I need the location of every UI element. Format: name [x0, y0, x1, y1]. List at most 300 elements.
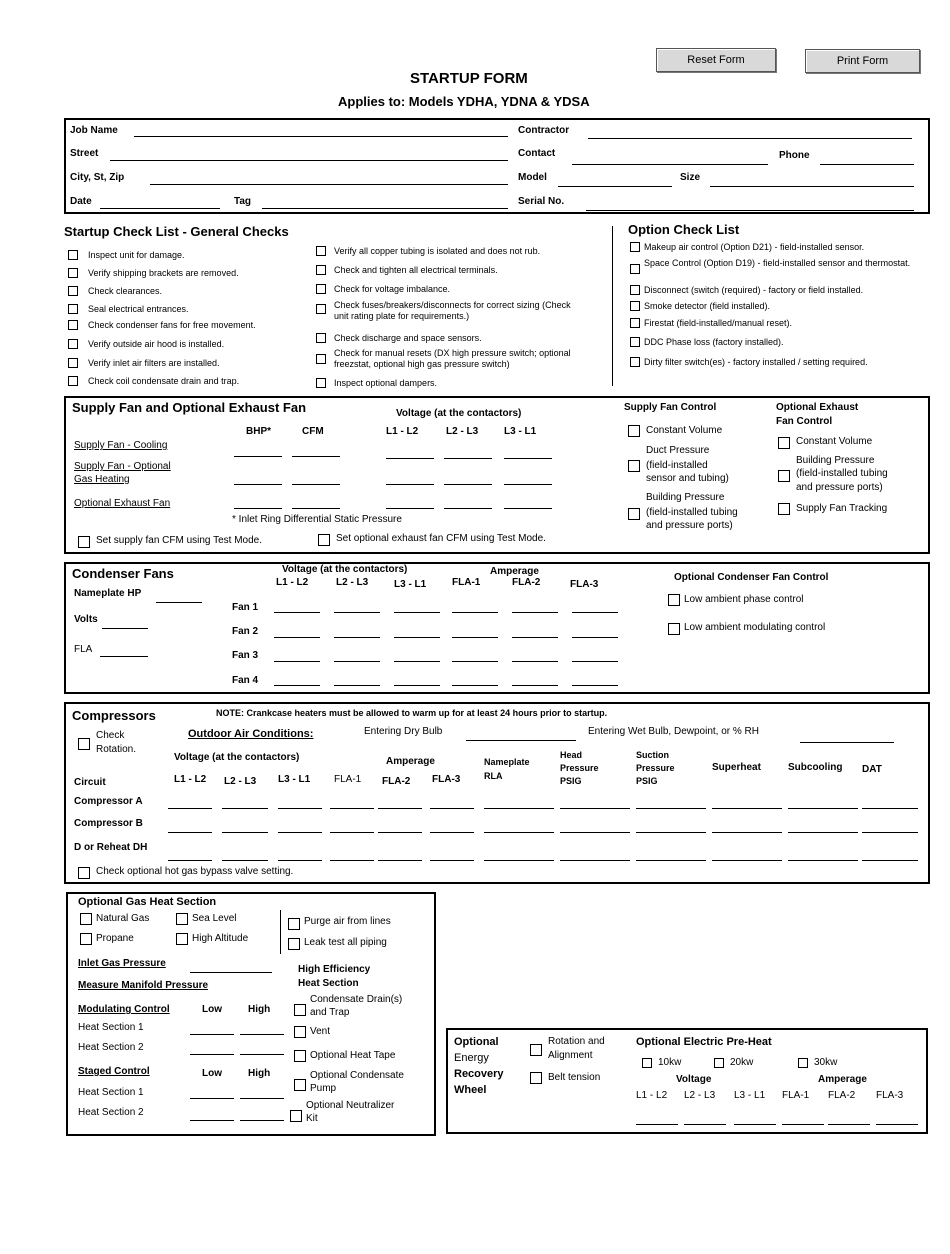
field[interactable]: [684, 1124, 726, 1125]
row-label: Compressor B: [74, 818, 143, 829]
condenser-field[interactable]: [452, 612, 498, 613]
contact-field[interactable]: [572, 164, 768, 165]
condenser-field[interactable]: [394, 637, 440, 638]
field[interactable]: [292, 456, 340, 457]
field[interactable]: [240, 1098, 284, 1099]
col-header: L3 - L1: [734, 1090, 766, 1101]
condenser-field[interactable]: [334, 685, 380, 686]
suction-header-2: Pressure: [636, 763, 675, 773]
condenser-field[interactable]: [334, 612, 380, 613]
checkbox-makeup-air[interactable]: [630, 242, 640, 252]
dry-bulb-field[interactable]: [466, 740, 576, 741]
manifold-label: Measure Manifold Pressure: [78, 980, 209, 991]
checkbox-dampers[interactable]: [316, 378, 326, 388]
erw-title: Optional: [454, 1036, 499, 1048]
compressor-field[interactable]: [168, 860, 212, 861]
checkbox-low-ambient-modulating[interactable]: [668, 623, 680, 635]
compressor-field[interactable]: [330, 860, 374, 861]
wet-bulb-label: Entering Wet Bulb, Dewpoint, or % RH: [588, 726, 760, 737]
high-label: High: [248, 1004, 271, 1015]
condenser-field[interactable]: [452, 661, 498, 662]
field[interactable]: [504, 508, 552, 509]
job-info-section: [64, 118, 930, 214]
ctl-label: and pressure ports): [796, 482, 883, 493]
condenser-field[interactable]: [334, 661, 380, 662]
checkbox-rotation-alignment[interactable]: [530, 1044, 542, 1056]
checkbox-natural-gas[interactable]: [80, 913, 92, 925]
compressor-field[interactable]: [278, 808, 322, 809]
preheat-title: Optional Electric Pre-Heat: [636, 1036, 772, 1048]
supply-fan-heating-label: Supply Fan - Optional: [74, 461, 171, 472]
field[interactable]: [828, 1124, 870, 1125]
contractor-label: Contractor: [518, 125, 570, 136]
checkbox-dirty-filter[interactable]: [630, 357, 640, 367]
option-label: Makeup air control (Option D21) - field-installed sensor.: [644, 242, 865, 252]
option-label: Dirty filter switch(es) - factory installed / setting required.: [644, 357, 868, 367]
tag-label: Tag: [234, 196, 252, 207]
field[interactable]: [190, 1034, 234, 1035]
compressor-field[interactable]: [278, 832, 322, 833]
field[interactable]: [504, 458, 552, 459]
field[interactable]: [444, 458, 492, 459]
fla-label: FLA: [74, 644, 93, 655]
compressor-field[interactable]: [712, 860, 782, 861]
serial-label: Serial No.: [518, 196, 565, 207]
city-field[interactable]: [150, 184, 508, 185]
checkbox-copper-tubing[interactable]: [316, 246, 326, 256]
col-header: FLA-1: [782, 1090, 810, 1101]
rotation-label: Check: [96, 730, 125, 741]
condenser-field[interactable]: [572, 685, 618, 686]
voltage-header: Voltage (at the contactors): [174, 752, 300, 763]
condenser-control-title: Optional Condenser Fan Control: [674, 572, 829, 583]
cfm-header: CFM: [302, 426, 324, 437]
check-label: Set supply fan CFM using Test Mode.: [96, 535, 263, 546]
ctl-label: and pressure ports): [646, 520, 733, 531]
checkbox-sea-level[interactable]: [176, 913, 188, 925]
he-item-label: Kit: [306, 1113, 318, 1124]
hs-label: Heat Section 2: [78, 1107, 144, 1118]
checkbox-supply-fan-tracking[interactable]: [778, 503, 790, 515]
nameplate-label: Nameplate HP: [74, 588, 142, 599]
check-label: Inspect optional dampers.: [334, 378, 438, 388]
bhp-header: BHP*: [246, 426, 272, 437]
gas-label: Propane: [96, 933, 134, 944]
gas-heat-title: Optional Gas Heat Section: [78, 896, 217, 908]
hs-label: Heat Section 1: [78, 1087, 144, 1098]
option-label: Smoke detector (field installed).: [644, 301, 771, 311]
nameplate-field[interactable]: [156, 602, 202, 603]
compressor-field[interactable]: [788, 832, 858, 833]
checkbox-condensate-drain[interactable]: [68, 376, 78, 386]
he-item-label: Vent: [310, 1026, 331, 1037]
compressor-field[interactable]: [862, 832, 918, 833]
checkbox-purge-air[interactable]: [288, 918, 300, 930]
divider: [612, 226, 613, 386]
checkbox-exh-constant-volume[interactable]: [778, 437, 790, 449]
print-form-button[interactable]: Print Form: [805, 49, 920, 73]
check-label: Check coil condensate drain and trap.: [88, 376, 240, 386]
inlet-pressure-label: Inlet Gas Pressure: [78, 958, 166, 969]
compressor-field[interactable]: [222, 860, 268, 861]
general-checks-title: Startup Check List - General Checks: [64, 224, 289, 239]
checkbox-discharge-sensors[interactable]: [316, 333, 326, 343]
checkbox-hot-gas-bypass[interactable]: [78, 867, 90, 879]
l2l3-header: L2 - L3: [446, 426, 479, 437]
compressor-field[interactable]: [430, 860, 474, 861]
reset-form-button[interactable]: Reset Form: [656, 48, 776, 72]
erw-title-4: Wheel: [454, 1084, 487, 1096]
divider: [280, 910, 281, 954]
dry-bulb-label: Entering Dry Bulb: [364, 726, 443, 737]
compressor-field[interactable]: [330, 832, 374, 833]
l1l2-header: L1 - L2: [386, 426, 419, 437]
fan-label: Fan 1: [232, 602, 259, 613]
compressor-field[interactable]: [430, 832, 474, 833]
compressor-field[interactable]: [636, 808, 706, 809]
hs-label: Heat Section 2: [78, 1042, 144, 1053]
compressor-note: NOTE: Crankcase heaters must be allowed to warm up for at least 24 hours prior to startup.: [216, 708, 608, 718]
checkbox-inspect-damage[interactable]: [68, 250, 78, 260]
field[interactable]: [636, 1124, 678, 1125]
compressor-field[interactable]: [560, 860, 630, 861]
volts-label: Volts: [74, 614, 98, 625]
compressor-field[interactable]: [484, 808, 554, 809]
col-header: L3 - L1: [278, 774, 311, 785]
head-header-3: PSIG: [560, 776, 582, 786]
erw-label: Rotation and: [548, 1036, 605, 1047]
checkbox-high-altitude[interactable]: [176, 933, 188, 945]
ctl-label: sensor and tubing): [646, 473, 729, 484]
compressor-field[interactable]: [862, 860, 918, 861]
head-header: Head: [560, 750, 583, 760]
compressor-field[interactable]: [560, 832, 630, 833]
field[interactable]: [240, 1054, 284, 1055]
check-label: Verify shipping brackets are removed.: [88, 268, 239, 278]
voltage-header: Voltage (at the contactors): [282, 564, 408, 575]
checkbox-manual-resets[interactable]: [316, 354, 326, 364]
checkbox-space-control[interactable]: [630, 264, 640, 274]
condenser-field[interactable]: [394, 685, 440, 686]
checkbox-vent[interactable]: [294, 1026, 306, 1038]
checkbox-heat-tape[interactable]: [294, 1050, 306, 1062]
option-label: Firestat (field-installed/manual reset).: [644, 318, 793, 328]
compressor-field[interactable]: [712, 832, 782, 833]
field[interactable]: [444, 508, 492, 509]
compressor-field[interactable]: [430, 808, 474, 809]
compressor-field[interactable]: [378, 808, 422, 809]
low-label: Low: [202, 1068, 222, 1079]
checkbox-check-rotation[interactable]: [78, 738, 90, 750]
col-header: FLA-3: [570, 579, 599, 590]
ctl-label: Supply Fan Tracking: [796, 503, 888, 514]
col-header: FLA-3: [432, 774, 461, 785]
supply-fan-heating-label-2: Gas Heating: [74, 474, 130, 485]
supply-fan-title: Supply Fan and Optional Exhaust Fan: [72, 400, 307, 415]
checkbox-electrical-terminals[interactable]: [316, 265, 326, 275]
field[interactable]: [234, 456, 282, 457]
check-label: Seal electrical entrances.: [88, 304, 189, 314]
condenser-field[interactable]: [512, 685, 558, 686]
high-label: High: [248, 1068, 271, 1079]
condenser-field[interactable]: [572, 612, 618, 613]
compressor-field[interactable]: [712, 808, 782, 809]
field[interactable]: [504, 484, 552, 485]
checkbox-air-filters[interactable]: [68, 358, 78, 368]
check-label: Check and tighten all electrical terminals.: [334, 265, 498, 275]
option-label: DDC Phase loss (factory installed).: [644, 337, 784, 347]
check-label: Check for manual resets (DX high pressure switch; optional freezstat, optional high gas pressure switch): [334, 348, 571, 369]
field[interactable]: [190, 1054, 234, 1055]
volts-field[interactable]: [102, 628, 148, 629]
condenser-field[interactable]: [334, 637, 380, 638]
condenser-field[interactable]: [452, 685, 498, 686]
checkbox-constant-volume[interactable]: [628, 425, 640, 437]
compressors-title: Compressors: [72, 708, 156, 723]
checkbox-building-pressure[interactable]: [628, 508, 640, 520]
checkbox-duct-pressure[interactable]: [628, 460, 640, 472]
he-item-label: Optional Condensate: [310, 1070, 404, 1081]
compressor-field[interactable]: [788, 808, 858, 809]
compressor-field[interactable]: [330, 808, 374, 809]
field[interactable]: [292, 508, 340, 509]
ctl-label: Duct Pressure: [646, 445, 710, 456]
footnote: * Inlet Ring Differential Static Pressure: [232, 514, 402, 525]
col-header: L2 - L3: [684, 1090, 716, 1101]
checkbox-air-hood[interactable]: [68, 339, 78, 349]
compressor-field[interactable]: [560, 808, 630, 809]
condenser-field[interactable]: [394, 612, 440, 613]
check-label: Check for voltage imbalance.: [334, 284, 451, 294]
checkbox-seal-electrical[interactable]: [68, 304, 78, 314]
supply-fan-cooling-label: Supply Fan - Cooling: [74, 440, 168, 451]
compressor-field[interactable]: [788, 860, 858, 861]
ctl-label: Low ambient phase control: [684, 594, 804, 605]
checkbox-clearances[interactable]: [68, 286, 78, 296]
field[interactable]: [292, 484, 340, 485]
compressor-field[interactable]: [484, 860, 554, 861]
head-header-2: Pressure: [560, 763, 599, 773]
serial-field[interactable]: [586, 210, 914, 211]
checkbox-condensate-pump[interactable]: [294, 1079, 306, 1091]
exhaust-control-title-2: Fan Control: [776, 416, 833, 427]
field[interactable]: [386, 508, 434, 509]
condenser-field[interactable]: [512, 661, 558, 662]
condenser-field[interactable]: [512, 612, 558, 613]
compressor-field[interactable]: [222, 832, 268, 833]
condenser-field[interactable]: [274, 612, 320, 613]
contact-label: Contact: [518, 148, 556, 159]
compressor-field[interactable]: [222, 808, 268, 809]
checkbox-voltage-imbalance[interactable]: [316, 284, 326, 294]
form-subtitle: Applies to: Models YDHA, YDNA & YDSA: [338, 94, 590, 109]
row-label: D or Reheat DH: [74, 842, 148, 853]
compressor-field[interactable]: [378, 832, 422, 833]
fan-label: Fan 3: [232, 650, 259, 661]
col-header: FLA-3: [876, 1090, 904, 1101]
check-label: Verify inlet air filters are installed.: [88, 358, 220, 368]
checkbox-propane[interactable]: [80, 933, 92, 945]
field[interactable]: [734, 1124, 776, 1125]
condenser-field[interactable]: [274, 685, 320, 686]
model-field[interactable]: [558, 186, 672, 187]
voltage-header: Voltage (at the contactors): [396, 408, 522, 419]
erw-amperage: Amperage: [818, 1074, 867, 1085]
compressor-field[interactable]: [636, 860, 706, 861]
condenser-title: Condenser Fans: [72, 566, 174, 581]
suction-header: Suction: [636, 750, 669, 760]
checkbox-set-exhaust-cfm[interactable]: [318, 534, 330, 546]
field[interactable]: [234, 508, 282, 509]
contractor-field[interactable]: [588, 138, 912, 139]
col-header: L1 - L2: [174, 774, 207, 785]
check-label: Check condenser fans for free movement.: [88, 320, 256, 330]
erw-voltage: Voltage: [676, 1074, 712, 1085]
compressor-field[interactable]: [862, 808, 918, 809]
fan-label: Fan 2: [232, 626, 259, 637]
date-label: Date: [70, 196, 92, 207]
checkbox-leak-test[interactable]: [288, 938, 300, 950]
nameplate-header-2: RLA: [484, 771, 503, 781]
check-label: Verify outside air hood is installed.: [88, 339, 225, 349]
option-label: Disconnect (switch (required) - factory or field installed.: [644, 285, 864, 295]
exhaust-control-title: Optional Exhaust: [776, 402, 859, 413]
checkbox-condenser-fans[interactable]: [68, 320, 78, 330]
col-header: FLA-2: [382, 776, 411, 787]
amperage-header: Amperage: [490, 566, 539, 577]
low-label: Low: [202, 1004, 222, 1015]
kw-label: 30kw: [814, 1057, 838, 1068]
field[interactable]: [234, 484, 282, 485]
erw-label: Belt tension: [548, 1072, 601, 1083]
field[interactable]: [240, 1120, 284, 1121]
check-label: Verify all copper tubing is isolated and does not rub.: [334, 246, 541, 256]
checkbox-set-supply-cfm[interactable]: [78, 536, 90, 548]
compressor-field[interactable]: [636, 832, 706, 833]
col-header: FLA-2: [828, 1090, 856, 1101]
he-item-label: Optional Neutralizer: [306, 1100, 395, 1111]
hs-label: Heat Section 1: [78, 1022, 144, 1033]
col-header: L2 - L3: [224, 776, 257, 787]
col-header: L3 - L1: [394, 579, 427, 590]
checkbox-shipping-brackets[interactable]: [68, 268, 78, 278]
checkbox-10kw[interactable]: [642, 1058, 652, 1068]
col-header: L1 - L2: [276, 577, 309, 588]
condenser-field[interactable]: [274, 637, 320, 638]
field[interactable]: [782, 1124, 824, 1125]
ctl-label: (field-installed tubing: [796, 468, 888, 479]
condenser-field[interactable]: [572, 661, 618, 662]
job-name-field[interactable]: [134, 136, 508, 137]
gas-label: Leak test all piping: [304, 937, 387, 948]
checkbox-exh-building-pressure[interactable]: [778, 470, 790, 482]
phone-label: Phone: [779, 150, 810, 161]
checkbox-firestat[interactable]: [630, 318, 640, 328]
job-name-label: Job Name: [70, 125, 118, 136]
kw-label: 10kw: [658, 1057, 682, 1068]
suction-header-3: PSIG: [636, 776, 658, 786]
compressor-field[interactable]: [168, 808, 212, 809]
kw-label: 20kw: [730, 1057, 754, 1068]
checkbox-fuses-breakers[interactable]: [316, 304, 326, 314]
checkbox-neutralizer[interactable]: [290, 1110, 302, 1122]
field[interactable]: [444, 484, 492, 485]
checkbox-disconnect[interactable]: [630, 285, 640, 295]
city-label: City, St, Zip: [70, 172, 125, 183]
wet-bulb-field[interactable]: [800, 742, 894, 743]
ctl-label: Constant Volume: [796, 436, 873, 447]
field[interactable]: [240, 1034, 284, 1035]
gas-label: Purge air from lines: [304, 916, 391, 927]
checkbox-20kw[interactable]: [714, 1058, 724, 1068]
checkbox-condensate-drain[interactable]: [294, 1004, 306, 1016]
tag-field[interactable]: [262, 208, 508, 209]
checkbox-ddc-phase[interactable]: [630, 337, 640, 347]
inlet-pressure-field[interactable]: [190, 972, 272, 973]
superheat-header: Superheat: [712, 762, 761, 773]
form-title: STARTUP FORM: [410, 70, 528, 87]
field[interactable]: [386, 484, 434, 485]
check-label: Set optional exhaust fan CFM using Test Mode.: [336, 533, 546, 544]
ctl-label: Building Pressure: [796, 455, 875, 466]
street-label: Street: [70, 148, 99, 159]
he-item-label: Condensate Drain(s): [310, 994, 403, 1005]
subcooling-header: Subcooling: [788, 762, 843, 773]
field[interactable]: [386, 458, 434, 459]
checkbox-30kw[interactable]: [798, 1058, 808, 1068]
fan-label: Fan 4: [232, 675, 259, 686]
he-item-label: Optional Heat Tape: [310, 1050, 396, 1061]
exhaust-fan-label: Optional Exhaust Fan: [74, 498, 171, 509]
condenser-field[interactable]: [512, 637, 558, 638]
supply-fan-control-title: Supply Fan Control: [624, 402, 717, 413]
gas-label: Natural Gas: [96, 913, 150, 924]
compressor-field[interactable]: [378, 860, 422, 861]
phone-field[interactable]: [820, 164, 914, 165]
option-label: Space Control (Option D19) - field-installed sensor and thermostat.: [644, 258, 911, 268]
check-label: Check clearances.: [88, 286, 163, 296]
date-field[interactable]: [100, 208, 220, 209]
checkbox-belt-tension[interactable]: [530, 1072, 542, 1084]
compressor-field[interactable]: [484, 832, 554, 833]
staged-label: Staged Control: [78, 1066, 150, 1077]
compressor-field[interactable]: [168, 832, 212, 833]
row-label: Compressor A: [74, 796, 143, 807]
he-item-label: and Trap: [310, 1007, 350, 1018]
checkbox-smoke-detector[interactable]: [630, 301, 640, 311]
ctl-label: (field-installed tubing: [646, 507, 738, 518]
erw-label: Alignment: [548, 1050, 593, 1061]
checkbox-low-ambient-phase[interactable]: [668, 594, 680, 606]
check-label: Inspect unit for damage.: [88, 250, 185, 260]
check-label: Check fuses/breakers/disconnects for correct sizing (Check unit rating plate for requirements.): [334, 300, 571, 321]
fla-field[interactable]: [100, 656, 148, 657]
col-header: L2 - L3: [336, 577, 369, 588]
field[interactable]: [190, 1098, 234, 1099]
dat-header: DAT: [862, 764, 882, 775]
field[interactable]: [876, 1124, 918, 1125]
field[interactable]: [190, 1120, 234, 1121]
condenser-field[interactable]: [572, 637, 618, 638]
condenser-field[interactable]: [394, 661, 440, 662]
outdoor-conditions-label: Outdoor Air Conditions:: [188, 728, 314, 740]
street-field[interactable]: [110, 160, 508, 161]
compressor-field[interactable]: [278, 860, 322, 861]
size-field[interactable]: [710, 186, 914, 187]
condenser-field[interactable]: [452, 637, 498, 638]
condenser-field[interactable]: [274, 661, 320, 662]
col-header: FLA-1: [452, 577, 481, 588]
